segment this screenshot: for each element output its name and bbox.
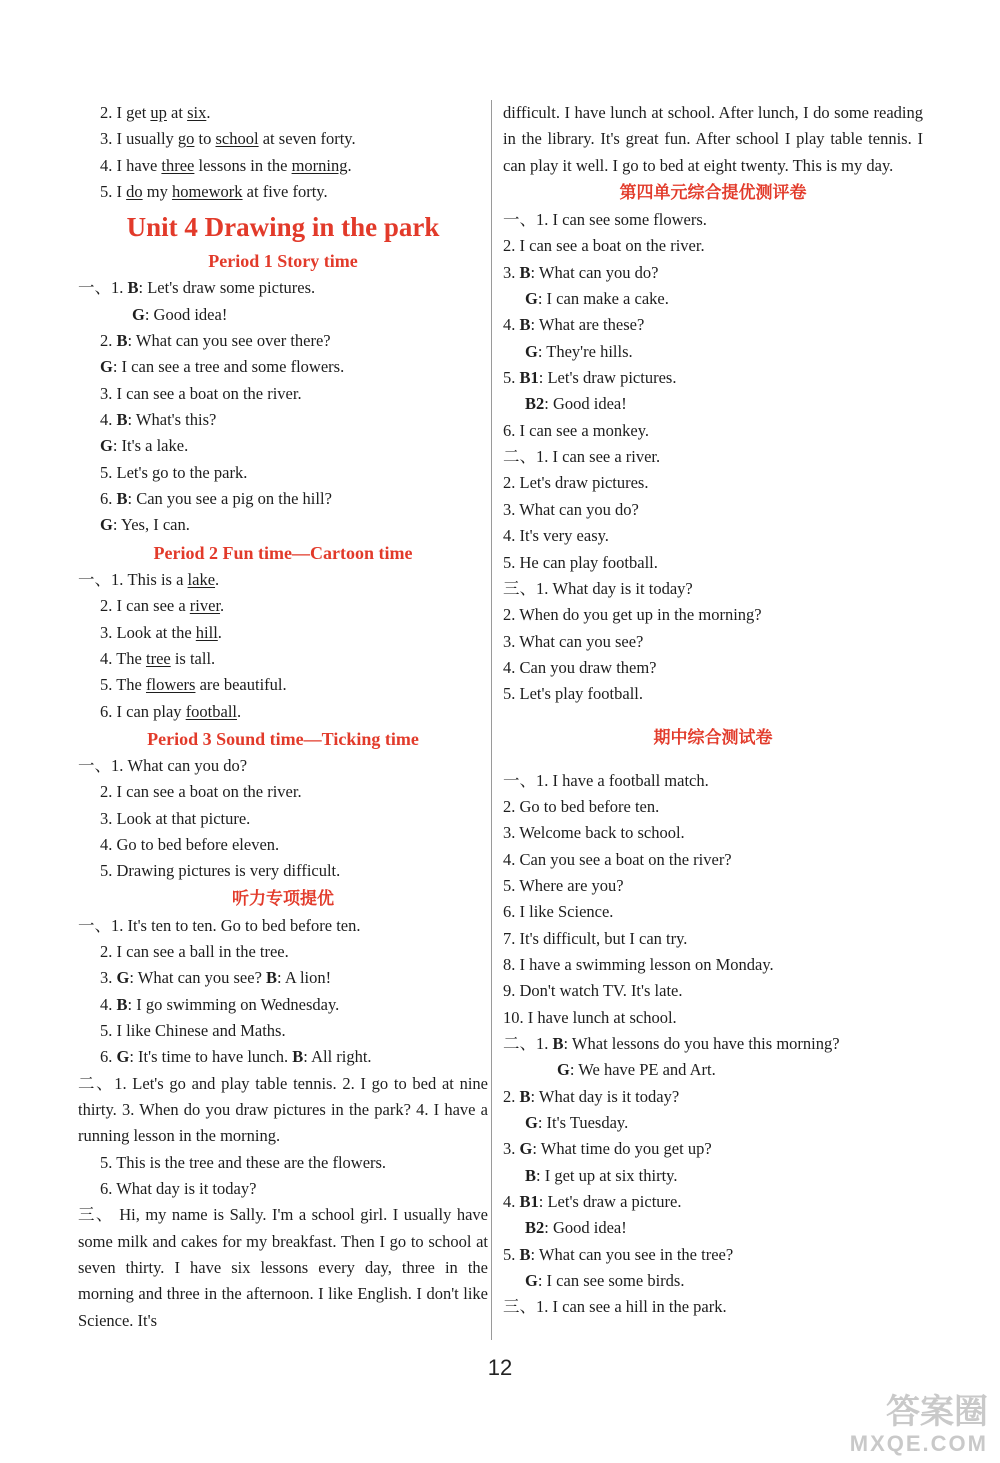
text-segment: : I can see a tree and some flowers. [112,357,345,377]
text-segment: 6. I can see a monkey. [503,420,649,440]
section-heading: 期中综合测试卷 [653,727,773,748]
answer-line [78,460,488,486]
answer-line [503,1163,923,1189]
answer-line [503,233,923,259]
answer-line [503,1294,923,1320]
answer-line [78,1044,488,1070]
text-segment: : What can you see in the tree? [530,1244,734,1264]
speaker-label: B1 [519,1192,539,1212]
answer-line [78,1176,488,1202]
text-segment: lessons in the [194,155,292,175]
watermark-bottom: MXQE.COM [849,1431,988,1456]
answer-line [503,470,923,496]
underlined-answer: up [150,103,167,122]
text-segment: 7. It's difficult, but I can try. [503,928,688,948]
paragraph: 三、 Hi, my name is Sally. I'm a school girl. I usually have some milk and cakes for my breakfast. Then I go to school at seven thirty. I have six lessons every day, three in the morning and three in the afternoon. I like English. I don't like Science. It's [78,1205,488,1330]
text-segment: 二、1. I can see a river. [503,447,661,467]
answer-line [78,486,488,512]
speaker-label: G [525,1113,538,1133]
text-segment: 3. What can you do? [503,499,639,519]
text-segment: 二、1. [503,1034,553,1053]
text-segment: : Let's draw some pictures. [138,278,316,298]
right-answer-column [503,100,923,1321]
text-segment: : We have PE and Art. [569,1060,716,1080]
answer-line [78,593,488,619]
text-segment: 4. I have [100,155,162,175]
text-segment: 4. [100,994,117,1014]
column-divider [491,100,492,1340]
text-segment: : Let's draw pictures. [538,368,677,388]
text-segment: 5. [503,1244,520,1264]
speaker-label: G [100,357,113,377]
text-segment: are beautiful. [195,675,287,695]
speaker-label: B [519,1086,531,1106]
text-segment: 3. [100,968,117,988]
text-segment: 三、1. What day is it today? [503,578,693,598]
section-heading: 听力专项提优 [232,888,334,909]
speaker-label: B [552,1034,564,1053]
paragraph: 二、1. Let's go and play table tennis. 2. I go to bed at nine thirty. 3. When do you draw pictures in the park? 4. I have a running lesson in the morning. [78,1073,488,1146]
text-segment: 一、1. I can see some flowers. [503,210,707,230]
text-segment: at five forty. [242,182,328,202]
text-segment: 5. I [100,182,127,202]
speaker-label: G [525,289,538,309]
answer-line [503,655,923,681]
text-segment: 3. Welcome back to school. [503,823,685,843]
text-segment: : What can you do? [530,262,659,282]
answer-line [503,339,923,365]
text-segment: 5. Drawing pictures is very difficult. [100,861,341,881]
underlined-answer: lake [187,569,216,589]
text-segment: . [220,596,225,616]
answer-line [78,381,488,407]
answer-line [503,576,923,602]
period-heading: Period 1 Story time [208,251,358,272]
answer-line [78,620,488,646]
answer-line [503,260,923,286]
text-segment: my [142,182,172,202]
spacer [503,752,923,768]
text-segment: : What can you see over there? [127,331,331,351]
answer-line [503,952,923,978]
text-segment: 8. I have a swimming lesson on Monday. [503,954,774,974]
answer-line [503,497,923,523]
answer-line [78,672,488,698]
text-segment: 5. This is the tree and these are the flowers. [100,1152,387,1172]
answer-line [78,179,488,205]
text-segment: : Can you see a pig on the hill? [127,489,332,509]
underlined-answer: morning [291,155,348,175]
speaker-label: G [116,968,130,988]
answer-line [503,1084,923,1110]
speaker-label: G [519,1139,533,1159]
text-segment: : I can make a cake. [537,289,669,309]
text-segment: is tall. [170,648,216,668]
speaker-label: G [100,515,113,535]
answer-line [78,1018,488,1044]
text-segment: 一、1. It's ten to ten. Go to bed before ten. [78,915,361,935]
answer-line [78,753,488,779]
answer-line [78,965,488,991]
answer-line [78,433,488,459]
text-segment: 6. What day is it today? [100,1179,257,1199]
answer-line [78,153,488,179]
text-segment: : They're hills. [537,341,633,361]
speaker-label: G [116,1047,130,1067]
speaker-label: B [116,489,128,509]
text-segment: . [217,622,222,642]
answer-line [78,354,488,380]
text-segment: 一、1. This is a [78,569,188,589]
text-segment: . [347,155,352,175]
speaker-label: B [525,1165,537,1185]
answer-line [503,681,923,707]
text-segment: : What day is it today? [530,1086,680,1106]
text-segment: . [215,569,220,589]
answer-line [503,978,923,1004]
underlined-answer: six [187,103,207,122]
underlined-answer: hill [195,622,218,642]
text-segment: 5. I like Chinese and Maths. [100,1020,286,1040]
speaker-label: G [557,1060,570,1080]
speaker-label: B [292,1047,304,1067]
text-segment: 2. Go to bed before ten. [503,796,660,816]
answer-line [78,275,488,301]
left-answer-column [78,100,488,1334]
text-segment: : I go swimming on Wednesday. [127,994,340,1014]
text-segment: 3. I can see a boat on the river. [100,383,302,403]
text-segment: : Let's draw a picture. [538,1192,682,1212]
underlined-answer: tree [145,648,171,668]
text-segment: : It's time to have lunch. [129,1047,293,1067]
answer-line [78,992,488,1018]
text-segment: 5. [503,368,520,388]
speaker-label: G [100,436,113,456]
answer-line [503,926,923,952]
answer-line [503,602,923,628]
answer-line [503,1242,923,1268]
answer-line [503,207,923,233]
underlined-answer: three [161,155,195,175]
answer-line [78,328,488,354]
answer-line [78,126,488,152]
answer-line [503,899,923,925]
text-segment: 9. Don't watch TV. It's late. [503,981,683,1001]
text-segment: 3. Look at that picture. [100,808,251,828]
answer-line [503,418,923,444]
answer-line [503,794,923,820]
text-segment: 6. I like Science. [503,902,614,922]
text-segment: 6. [100,489,117,509]
answer-line [503,523,923,549]
speaker-label: G [525,341,538,361]
text-segment: 3. [503,262,520,282]
answer-line [78,100,488,126]
text-segment: : I get up at six thirty. [536,1165,678,1185]
text-segment: : It's Tuesday. [537,1113,629,1133]
speaker-label: B2 [525,1218,545,1238]
text-segment: 2. [503,1086,520,1106]
speaker-label: B2 [525,394,545,414]
underlined-answer: football [185,701,238,721]
unit-heading: Unit 4 Drawing in the park [126,212,440,243]
underlined-answer: flowers [145,675,196,695]
answer-line [503,1031,923,1057]
answer-line [78,302,488,328]
text-segment: 4. Go to bed before eleven. [100,834,280,854]
answer-line [503,1110,923,1136]
text-segment: 3. I usually [100,129,178,149]
answer-line [503,444,923,470]
paragraph: difficult. I have lunch at school. After lunch, I do some reading in the library. It's great fun. After school I play table tennis. I can play it well. I go to bed at eight twenty. This is my day. [503,103,923,175]
text-segment: : Good idea! [544,1218,627,1238]
text-segment: . [237,701,242,721]
text-segment: 4. [100,410,117,430]
text-segment: 4. Can you see a boat on the river? [503,849,732,869]
speaker-label: B [266,968,278,988]
underlined-answer: do [126,182,143,202]
text-segment: 三、1. I can see a hill in the park. [503,1297,727,1317]
underlined-answer: homework [171,182,243,202]
text-segment: 一、1. [78,278,128,298]
underlined-answer: river [189,596,221,616]
answer-line [503,365,923,391]
text-segment: : What are these? [530,315,645,335]
text-segment: 6. I can play [100,701,186,721]
text-segment: 5. He can play football. [503,552,658,572]
text-segment: 5. Let's play football. [503,684,643,704]
text-segment: 4. [503,315,520,335]
text-segment: : What can you see? [129,968,267,988]
text-segment: : Good idea! [144,304,228,324]
answer-line [78,567,488,593]
text-segment: 3. Look at the [100,622,196,642]
text-segment: 6. [100,1047,117,1067]
answer-line [78,779,488,805]
text-segment: : Good idea! [544,394,627,414]
answer-line [503,1189,923,1215]
answer-line [503,286,923,312]
spacer [503,708,923,724]
text-segment: to [194,129,216,149]
text-segment: 4. [503,1192,520,1212]
period-heading: Period 2 Fun time—Cartoon time [153,542,413,563]
text-segment: : Yes, I can. [112,515,190,535]
underlined-answer: school [215,129,259,149]
page-number: 12 [487,1355,513,1380]
text-segment: 3. What can you see? [503,631,644,651]
text-segment: : I can see some birds. [537,1271,685,1291]
answer-line [78,699,488,725]
answer-line [78,806,488,832]
answer-line [503,1268,923,1294]
text-segment: 10. I have lunch at school. [503,1007,677,1027]
answer-line [503,1057,923,1083]
answer-line [503,847,923,873]
answer-line [503,820,923,846]
speaker-label: B [116,410,128,430]
answer-line [78,512,488,538]
answer-line [503,768,923,794]
watermark-logo [850,1394,988,1458]
text-segment: 2. I can see a ball in the tree. [100,941,289,961]
answer-line [503,1136,923,1162]
answer-line [503,312,923,338]
text-segment: 2. I can see a [100,596,190,616]
text-segment: 5. Let's go to the park. [100,462,248,482]
text-segment: 3. [503,1139,520,1159]
answer-line [503,1215,923,1241]
text-segment: 2. I can see a boat on the river. [503,236,705,256]
answer-line [503,391,923,417]
speaker-label: B [127,278,139,298]
text-segment: 一、1. What can you do? [78,755,248,775]
period-heading: Period 3 Sound time—Ticking time [147,728,419,749]
answer-line [503,550,923,576]
text-segment: 4. The [100,648,146,668]
text-segment: . [206,103,211,122]
text-segment: 一、1. I have a football match. [503,770,709,790]
text-segment: 2. When do you get up in the morning? [503,605,762,625]
answer-line [78,939,488,965]
answer-line [503,1005,923,1031]
speaker-label: B1 [519,368,539,388]
text-segment: at seven forty. [258,129,356,149]
answer-line [503,873,923,899]
answer-line [78,646,488,672]
answer-line [78,1150,488,1176]
text-segment: : It's a lake. [112,436,189,456]
answer-line [78,832,488,858]
speaker-label: B [116,331,128,351]
text-segment: : A lion! [277,968,332,988]
text-segment: 2. Let's draw pictures. [503,473,649,493]
text-segment: 2. [100,331,117,351]
speaker-label: G [525,1271,538,1291]
text-segment: : What's this? [127,410,217,430]
answer-line [503,629,923,655]
text-segment: : What lessons do you have this morning? [563,1034,840,1053]
text-segment: 2. I can see a boat on the river. [100,782,302,802]
answer-line [78,913,488,939]
text-segment: 2. I get [100,103,151,122]
text-segment: : All right. [303,1047,372,1067]
speaker-label: B [519,262,531,282]
text-segment: 5. Where are you? [503,875,624,895]
section-heading: 第四单元综合提优测评卷 [619,183,807,204]
text-segment: : What time do you get up? [532,1139,712,1159]
speaker-label: B [519,1244,531,1264]
underlined-answer: go [177,129,195,149]
text-segment: 5. The [100,675,146,695]
speaker-label: G [132,304,145,324]
speaker-label: B [519,315,531,335]
text-segment: at [166,103,188,122]
answer-line [78,407,488,433]
watermark-top: 答案圈 [886,1393,988,1431]
answer-line [78,858,488,884]
text-segment: 4. It's very easy. [503,526,609,546]
text-segment: 4. Can you draw them? [503,657,657,677]
speaker-label: B [116,994,128,1014]
